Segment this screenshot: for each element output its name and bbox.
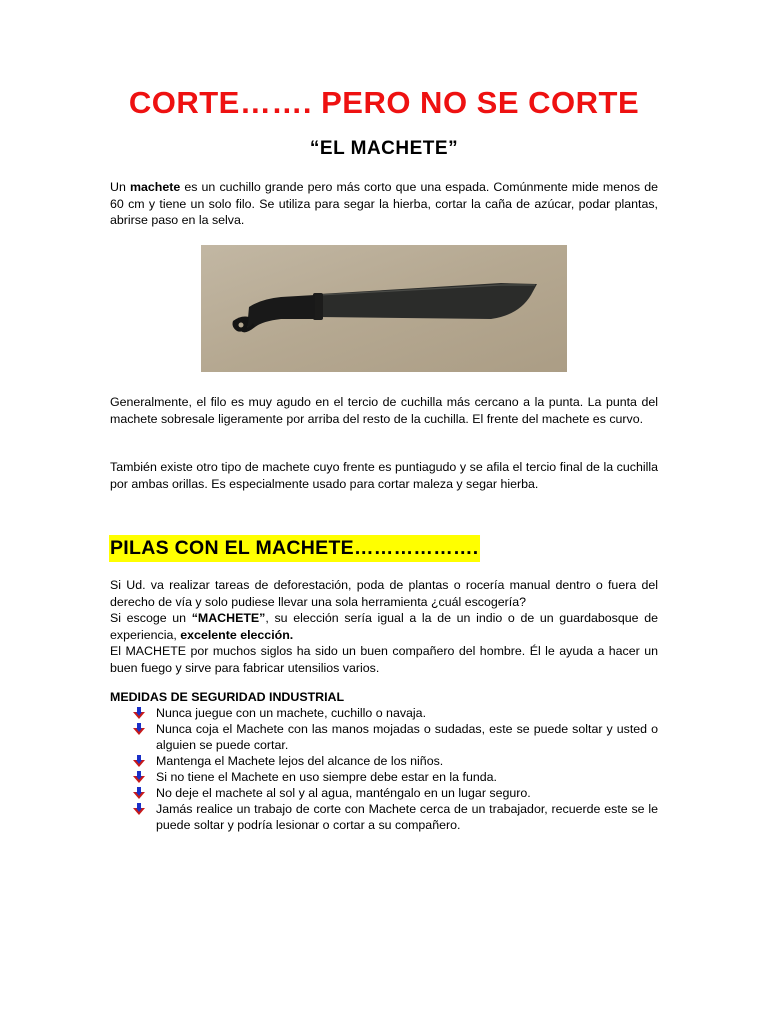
- arrow-bullet-icon: [132, 803, 146, 816]
- arrow-bullet-icon: [132, 707, 146, 720]
- machete-illustration: [201, 245, 567, 372]
- list-item: [110, 721, 658, 753]
- line2-bold2: excelente elección.: [180, 627, 294, 642]
- intro-bold: machete: [129, 180, 181, 194]
- section-heading: PILAS CON EL MACHETE……………….: [109, 535, 480, 562]
- section-body-line3: El MACHETE por muchos siglos ha sido un buen compañero del hombre. Él le ayuda a hacer un buen fuego y sirve para fabricar utensilios varios.: [110, 644, 658, 675]
- arrow-bullet-icon: [132, 723, 146, 736]
- list-item: [110, 785, 658, 801]
- safety-item-text: Mantenga el Machete lejos del alcance de los niños.: [156, 754, 444, 768]
- section-body-line1: Si Ud. va realizar tareas de deforestación, poda de plantas o rocería manual dentro o fuera del derecho de vía y solo pudiese llevar una sola herramienta ¿cuál escogería?: [110, 578, 658, 609]
- intro-paragraph: [110, 179, 658, 229]
- machete-photo: [201, 245, 567, 372]
- intro-lead: Un: [110, 180, 130, 194]
- line2-bold: “MACHETE”: [191, 611, 266, 625]
- list-item: [110, 753, 658, 769]
- safety-item-text: Nunca coja el Machete con las manos mojadas o sudadas, este se puede soltar y usted o alguien se puede cortar.: [156, 722, 658, 752]
- safety-title: MEDIDAS DE SEGURIDAD INDUSTRIAL: [110, 690, 345, 704]
- safety-item-text: Nunca juegue con un machete, cuchillo o navaja.: [156, 706, 427, 720]
- safety-item-text: Jamás realice un trabajo de corte con Machete cerca de un trabajador, recuerde este se le puede soltar y podría lesionar o cortar a su compañero.: [156, 802, 658, 832]
- arrow-bullet-icon: [132, 755, 146, 768]
- list-item: [110, 769, 658, 785]
- paragraph-tipo: También existe otro tipo de machete cuyo frente es puntiagudo y se afila el tercio final de la cuchilla por ambas orillas. Es especialmente usado para cortar maleza y segar hierba.: [110, 460, 658, 491]
- safety-list: [110, 705, 658, 833]
- page-title: CORTE……. PERO NO SE CORTE: [128, 85, 640, 120]
- safety-item-text: Si no tiene el Machete en uso siempre debe estar en la funda.: [156, 770, 497, 784]
- arrow-bullet-icon: [132, 787, 146, 800]
- safety-item-text: No deje el machete al sol y al agua, manténgalo en un lugar seguro.: [156, 786, 531, 800]
- paragraph-filo: Generalmente, el filo es muy agudo en el tercio de cuchilla más cercano a la punta. La punta del machete sobresale ligeramente por arriba del resto de la cuchilla. El frente del machete es curvo.: [110, 395, 658, 426]
- intro-rest: es un cuchillo grande pero más corto que una espada. Comúnmente mide menos de 60 cm y tiene un solo filo. Se utiliza para segar la hierba, cortar la caña de azúcar, podar plantas, abrirse paso en la selva.: [110, 180, 658, 227]
- page-subtitle: “EL MACHETE”: [309, 138, 459, 159]
- line2-pre: Si escoge un: [110, 611, 192, 625]
- arrow-bullet-icon: [132, 771, 146, 784]
- section-body-line2: [110, 610, 658, 643]
- section-body: [110, 577, 658, 676]
- list-item: [110, 705, 658, 721]
- list-item: [110, 801, 658, 833]
- line2-post: , su elección sería igual a la de un indio o de un guardabosque de experiencia,: [110, 611, 658, 642]
